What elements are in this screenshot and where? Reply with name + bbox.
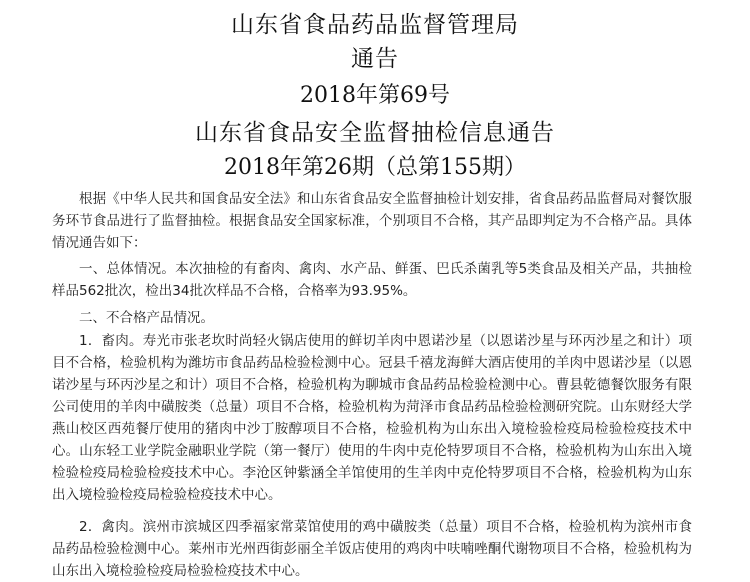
- notice-subject-title: 山东省食品安全监督抽检信息通告: [195, 120, 555, 146]
- item-livestock-meat-paragraph: 1．畜肉。寿光市张老坎时尚轻火锅店使用的鲜切羊肉中恩诺沙星（以恩诺沙星与环丙沙星之和计）项目不合格，检验机构为潍坊市食品药品检验检测中心。冠县千禧龙海鲜大酒店使用的羊肉中恩诺沙星（以恩诺沙星与环丙沙星之和计）项目不合格，检验机构为聊城市食品药品检验检测中心。曹县乾德餐饮服务有限公司使用的羊肉中磺胺类（总量）项目不合格，检验机构为菏泽市食品药品检验检测研究院。山东财经大学燕山校区西苑餐厅使用的猪肉中沙丁胺醇项目不合格，检验机构为山东出入境检验检疫局检验检疫技术中心。山东轻工业学院金融职业学院（第一餐厅）使用的牛肉中克伦特罗项目不合格，检验机构为山东出入境检验检疫局检验检疫技术中心。李沧区钟紫涵全羊馆使用的生羊肉中克伦特罗项目不合格，检验机构为山东出入境检验检疫局检验检疫技术中心。: [52, 333, 692, 503]
- document-number: 2018年第69号: [300, 83, 450, 108]
- document-type-title: 通告: [351, 46, 399, 72]
- section-overview-paragraph: 一、总体情况。本次抽检的有畜肉、禽肉、水产品、鲜蛋、巴氏杀菌乳等5类食品及相关产品，共抽检样品562批次，检出34批次样品不合格，合格率为93.95%。: [52, 261, 692, 299]
- item-poultry-paragraph: 2．禽肉。滨州市滨城区四季福家常菜馆使用的鸡中磺胺类（总量）项目不合格，检验机构为滨州市食品药品检验检测中心。莱州市光州西街彭丽全羊饭店使用的鸡肉中呋喃唑酮代谢物项目不合格，检验机构为山东出入境检验检疫局检验检疫技术中心。: [52, 519, 692, 579]
- intro-paragraph: 根据《中华人民共和国食品安全法》和山东省食品安全监督抽检计划安排，省食品药品监督局对餐饮服务环节食品进行了监督抽检。根据食品安全国家标准，个别项目不合格，其产品即判定为不合格产品。具体情况通告如下：: [52, 191, 692, 251]
- agency-title: 山东省食品药品监督管理局: [231, 12, 519, 38]
- section-unqualified-heading: 二、不合格产品情况。: [79, 310, 214, 326]
- issue-number: 2018年第26期（总第155期）: [224, 155, 526, 180]
